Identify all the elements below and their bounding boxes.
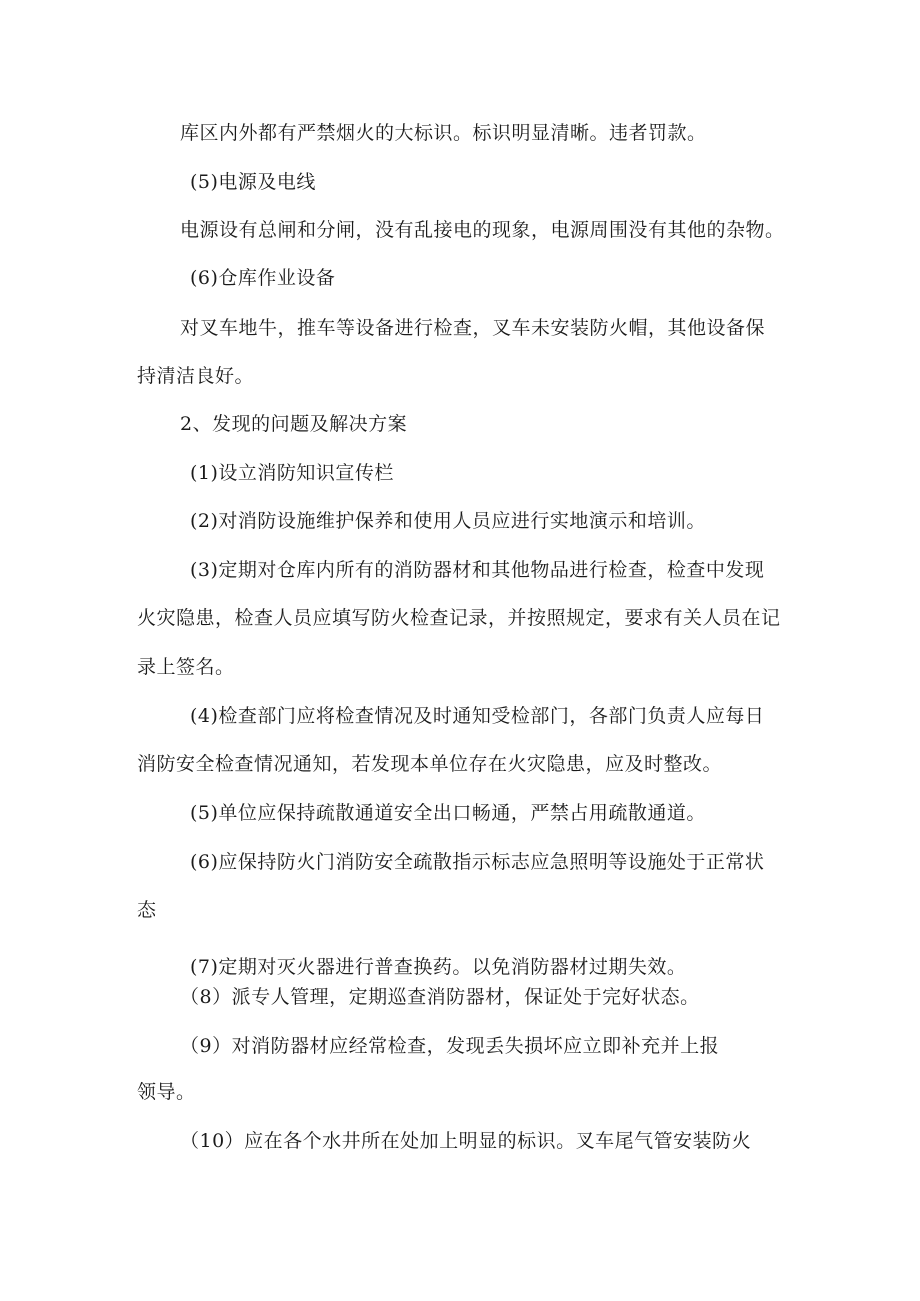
section-heading: (6)仓库作业设备 <box>190 267 336 289</box>
list-item: (6)应保持防火门消防安全疏散指示标志应急照明等设施处于正常状 <box>190 851 765 873</box>
list-item-continuation: 态 <box>137 899 157 921</box>
list-item: （8）派专人管理，定期巡查消防器材，保证处于完好状态。 <box>180 986 700 1008</box>
list-item: (3)定期对仓库内所有的消防器材和其他物品进行检查，检查中发现 <box>190 559 765 581</box>
paragraph-line: 持清洁良好。 <box>137 365 255 387</box>
paragraph-line: 对叉车地牛，推车等设备进行检查，叉车未安装防火帽，其他设备保 <box>180 317 766 339</box>
list-item-continuation: 领导。 <box>137 1081 196 1103</box>
list-item: (4)检查部门应将检查情况及时通知受检部门，各部门负责人应每日 <box>190 705 765 727</box>
list-item: （9）对消防器材应经常检查，发现丢失损坏应立即补充并上报 <box>180 1035 720 1057</box>
list-item: (7)定期对灭火器进行普查换药。以免消防器材过期失效。 <box>190 956 687 978</box>
list-item: (1)设立消防知识宣传栏 <box>190 462 394 484</box>
paragraph-line: 库区内外都有严禁烟火的大标识。标识明显清晰。违者罚款。 <box>180 122 707 144</box>
paragraph-line: 电源设有总闸和分闸，没有乱接电的现象，电源周围没有其他的杂物。 <box>180 219 785 241</box>
section-heading: (5)电源及电线 <box>190 171 316 193</box>
list-item: (5)单位应保持疏散通道安全出口畅通，严禁占用疏散通道。 <box>190 802 706 824</box>
section-heading: 2、发现的问题及解决方案 <box>180 413 408 435</box>
list-item: (2)对消防设施维护保养和使用人员应进行实地演示和培训。 <box>190 510 706 532</box>
list-item-continuation: 录上签名。 <box>137 656 235 678</box>
list-item: （10）应在各个水井所在处加上明显的标识。叉车尾气管安装防火 <box>180 1130 752 1152</box>
list-item-continuation: 消防安全检查情况通知，若发现本单位存在火灾隐患，应及时整改。 <box>137 753 723 775</box>
list-item-continuation: 火灾隐患，检查人员应填写防火检查记录，并按照规定，要求有关人员在记 <box>137 607 781 629</box>
